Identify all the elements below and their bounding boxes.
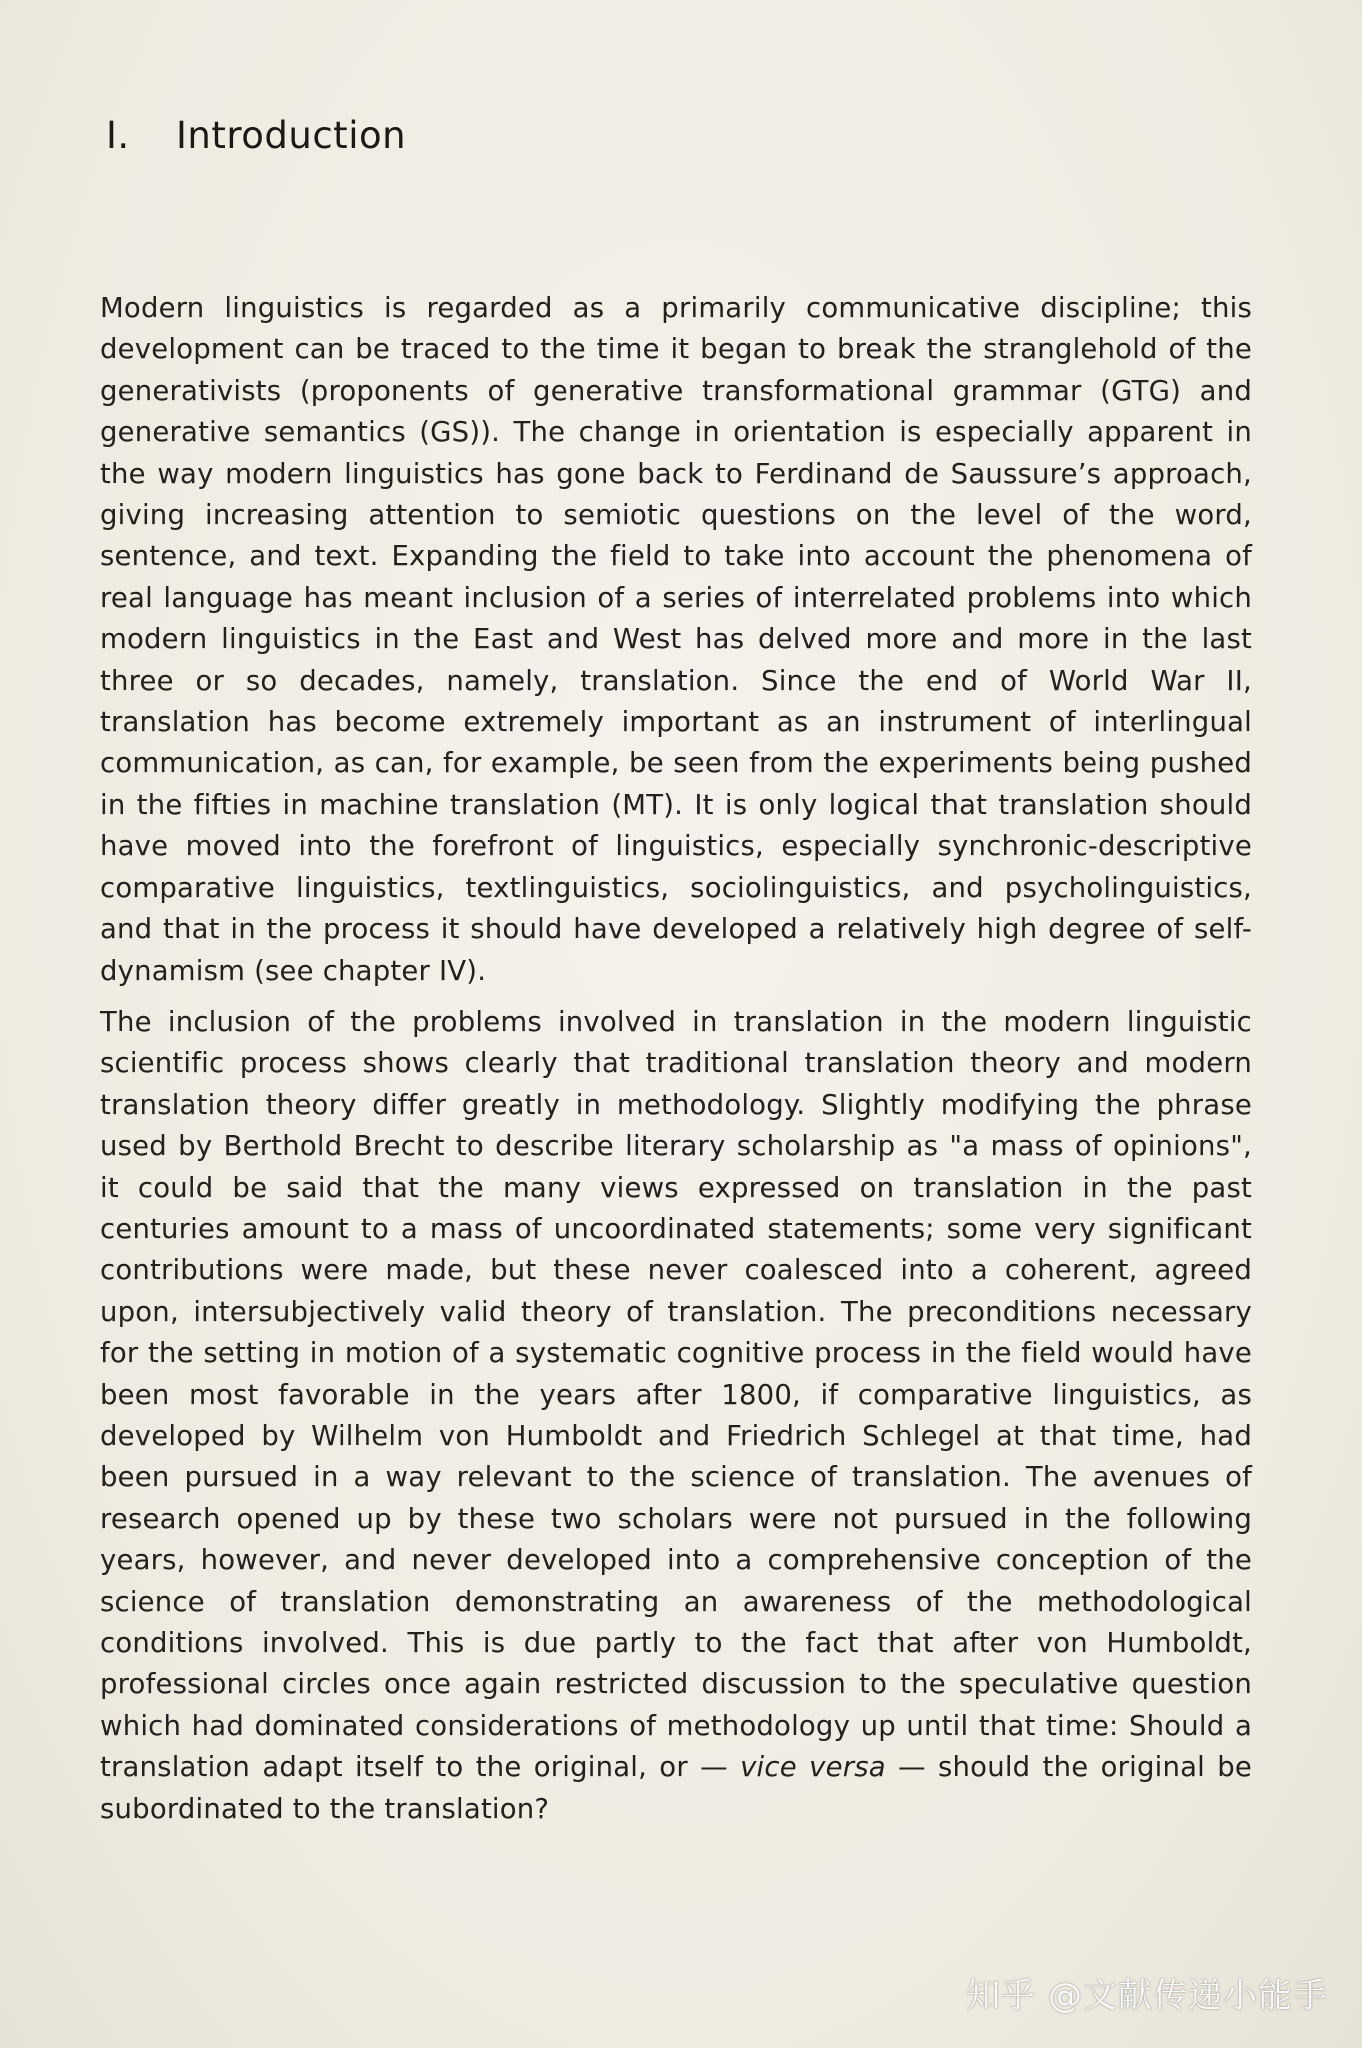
paragraph-2-ending: — should the original be subordinated to the translation? bbox=[100, 1751, 1253, 1825]
paragraph-1-text: Modern linguistics is regarded as a primarily communicative discipline; this development can be traced to the time it began to break the stranglehold of the generativists (proponents of generative transformational grammar (GTG) and generative semantics (GS)). The change in orientation is especially apparent in the way modern linguistics has gone back to Ferdinand de Saussure’s approach, giving increasing attention to semiotic questions on the level of the word, sentence, and text. Expanding the field to take into account the phenomena of real language has meant inclusion of a series of interrelated problems into which modern linguistics in the East and West has delved more and more in the last three or so decades, namely, translation. Since the end of World War II, translation has become extremely important as an instrument of interlingual communication, as can, for example, be seen from the experiments being pushed in the fifties in machine translation (MT). It is only logical that translation should have moved into the forefront of linguistics, especially synchronic-descriptive comparative linguistics, textlinguistics, sociolinguistics, and psycholinguistics, and that in the process it should have developed a relatively high degree of self-dynamism (see chapter IV). bbox=[100, 292, 1252, 987]
chapter-heading bbox=[106, 114, 406, 157]
chapter-number: I. bbox=[106, 114, 130, 157]
body-text bbox=[100, 288, 1252, 1830]
paragraph-2-text: The inclusion of the problems involved in translation in the modern linguistic scientific process shows clearly that traditional translation theory and modern translation theory differ greatly in methodology. Slightly modifying the phrase used by Berthold Brecht to describe literary scholarship as "a mass of opinions", it could be said that the many views expressed on translation in the past centuries amount to a mass of uncoordinated statements; some very significant contributions were made, but these never coalesced into a coherent, agreed upon, intersubjectively valid theory of translation. The preconditions necessary for the setting in motion of a systematic cognitive process in the field would have been most favorable in the years after 1800, if comparative linguistics, as developed by Wilhelm von Humboldt and Friedrich Schlegel at that time, had been pursued in a way relevant to the science of translation. The avenues of research opened up by these two scholars were not pursued in the following years, however, and never developed into a comprehensive conception of the science of translation demonstrating an awareness of the methodological conditions involved. This is due partly to the fact that after von Humboldt, professional circles once again restricted discussion to the speculative question which had dominated considerations of methodology up until that time: Should a translation adapt itself to the original, or — bbox=[100, 1005, 1252, 1784]
paragraph-2-italic: vice versa bbox=[740, 1751, 886, 1784]
paragraph-1 bbox=[100, 288, 1252, 992]
paragraph-2 bbox=[100, 1002, 1252, 1830]
watermark: 知乎 @文献传递小能手 bbox=[966, 1976, 1328, 2016]
chapter-title: Introduction bbox=[176, 114, 407, 157]
